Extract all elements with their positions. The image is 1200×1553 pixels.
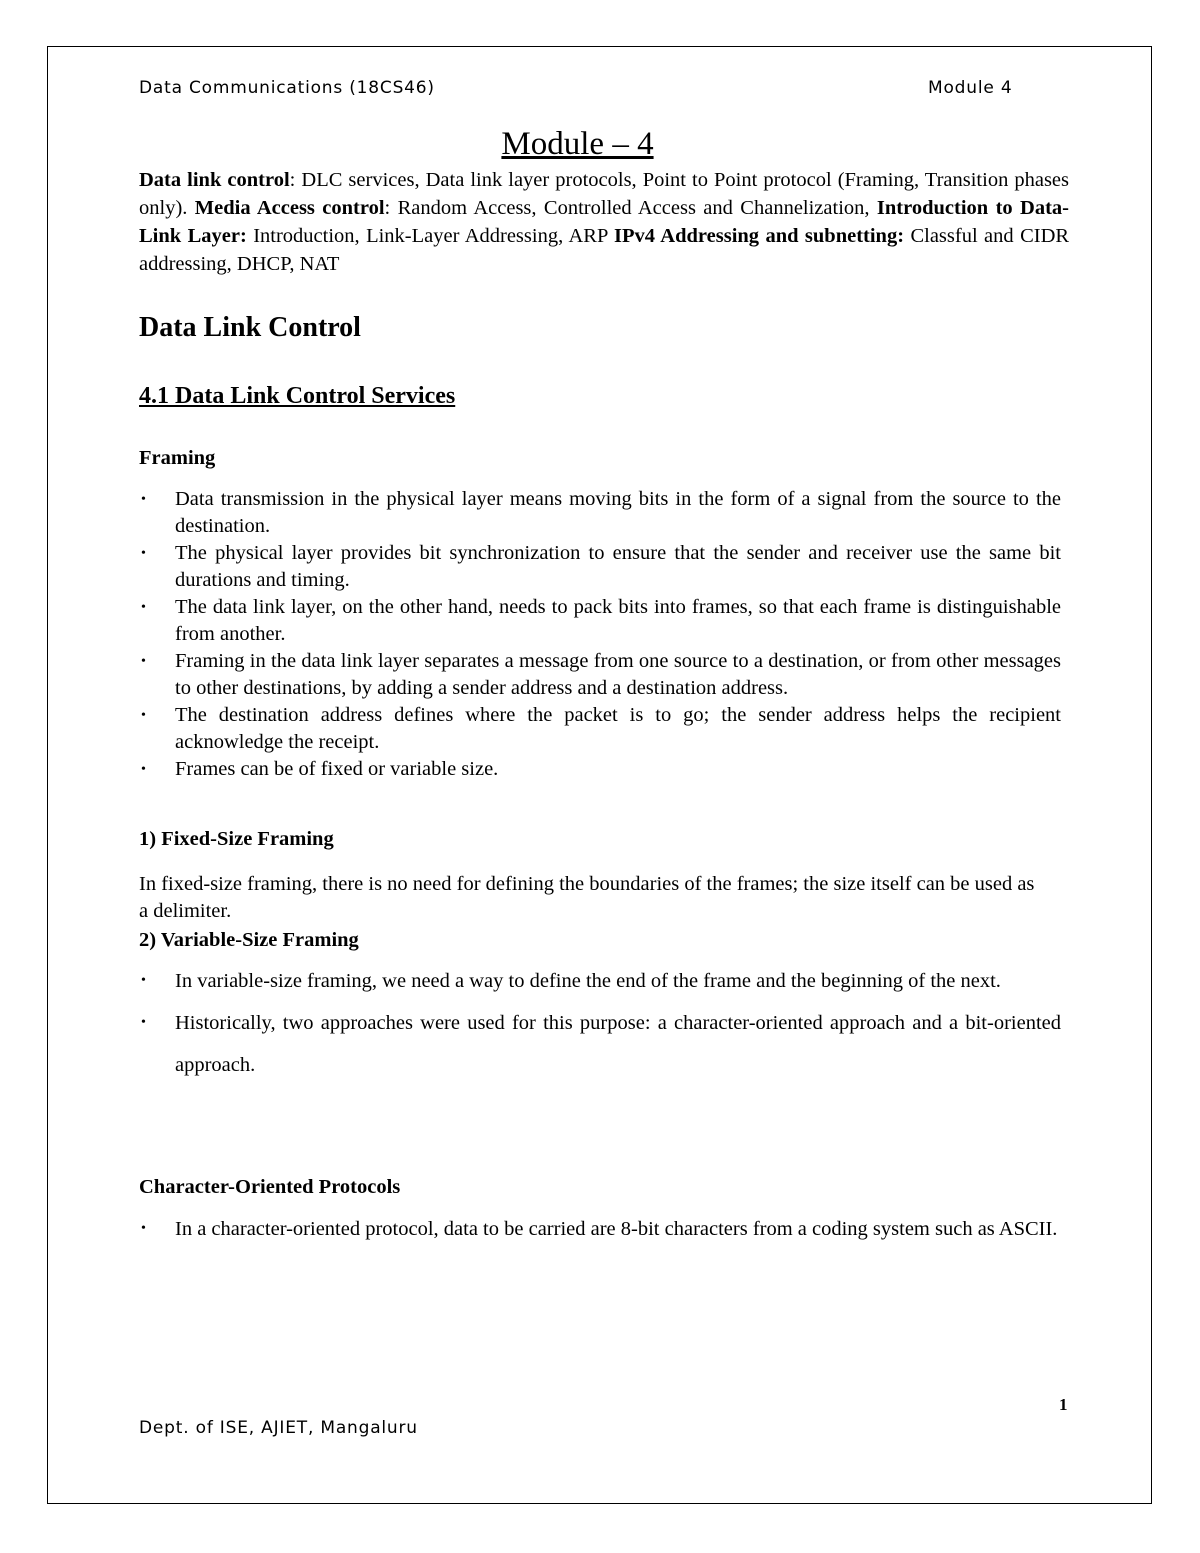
- page-title: Module – 4: [501, 126, 654, 162]
- list-item: • Frames can be of fixed or variable size.: [141, 758, 499, 780]
- fixed-size-paragraph: In fixed-size framing, there is no need for defining the boundaries of the frames; the size itself can be used as a delimiter.: [139, 873, 1035, 922]
- list-item: • Data transmission in the physical layer means moving bits in the form of a signal from the source to the destination.: [141, 488, 1061, 537]
- variable-size-list: [139, 960, 1061, 1086]
- footer: Dept. of ISE, AJIET, Mangaluru: [139, 1418, 418, 1438]
- subsection-heading: 4.1 Data Link Control Services: [139, 383, 456, 409]
- syllabus-topic-1: Data link control: [139, 169, 290, 191]
- list-item: • Framing in the data link layer separates a message from one source to a destination, or from other messages to other destinations, by adding a sender address and a destination address.: [141, 650, 1061, 699]
- syllabus-topic-2: Media Access control: [194, 197, 385, 219]
- char-oriented-heading: Character-Oriented Protocols: [139, 1176, 401, 1198]
- fixed-size-heading: 1) Fixed-Size Framing: [139, 828, 334, 850]
- page-number: 1: [1059, 1395, 1068, 1414]
- syllabus-text-4: Classful and CIDR addressing, DHCP, NAT: [139, 225, 1070, 275]
- list-item: • The destination address defines where the packet is to go; the sender address helps the recipient acknowledge the receipt.: [141, 704, 1061, 753]
- syllabus-topic-3: Introduction to Data-Link Layer:: [139, 197, 1069, 247]
- section-heading: Data Link Control: [139, 312, 361, 343]
- module-syllabus: [139, 166, 1069, 278]
- syllabus-text-1: : DLC services, Data link layer protocols, Point to Point protocol (Framing, Transition phases only).: [139, 169, 1070, 219]
- framing-heading: Framing: [139, 447, 216, 469]
- syllabus-text-3: Introduction, Link-Layer Addressing, ARP: [253, 225, 608, 247]
- syllabus-topic-4: IPv4 Addressing and subnetting:: [614, 225, 905, 247]
- header-left: Data Communications (18CS46): [139, 78, 435, 98]
- list-item: • The physical layer provides bit synchronization to ensure that the sender and receiver use the same bit durations and timing.: [141, 542, 1061, 591]
- list-item: • The data link layer, on the other hand, needs to pack bits into frames, so that each frame is distinguishable from another.: [141, 596, 1061, 645]
- framing-list: [139, 486, 1061, 783]
- list-item: • In a character-oriented protocol, data to be carried are 8-bit characters from a coding system such as ASCII.: [141, 1218, 1058, 1240]
- list-item: • In variable-size framing, we need a way to define the end of the frame and the beginning of the next.: [141, 970, 1001, 992]
- char-oriented-list: [139, 1208, 1061, 1250]
- list-item: • Historically, two approaches were used for this purpose: a character-oriented approach and a bit-oriented approach.: [141, 1012, 1061, 1076]
- variable-size-heading: 2) Variable-Size Framing: [139, 929, 359, 951]
- syllabus-text-2: : Random Access, Controlled Access and Channelization,: [384, 197, 870, 219]
- header-right: Module 4: [928, 78, 1013, 98]
